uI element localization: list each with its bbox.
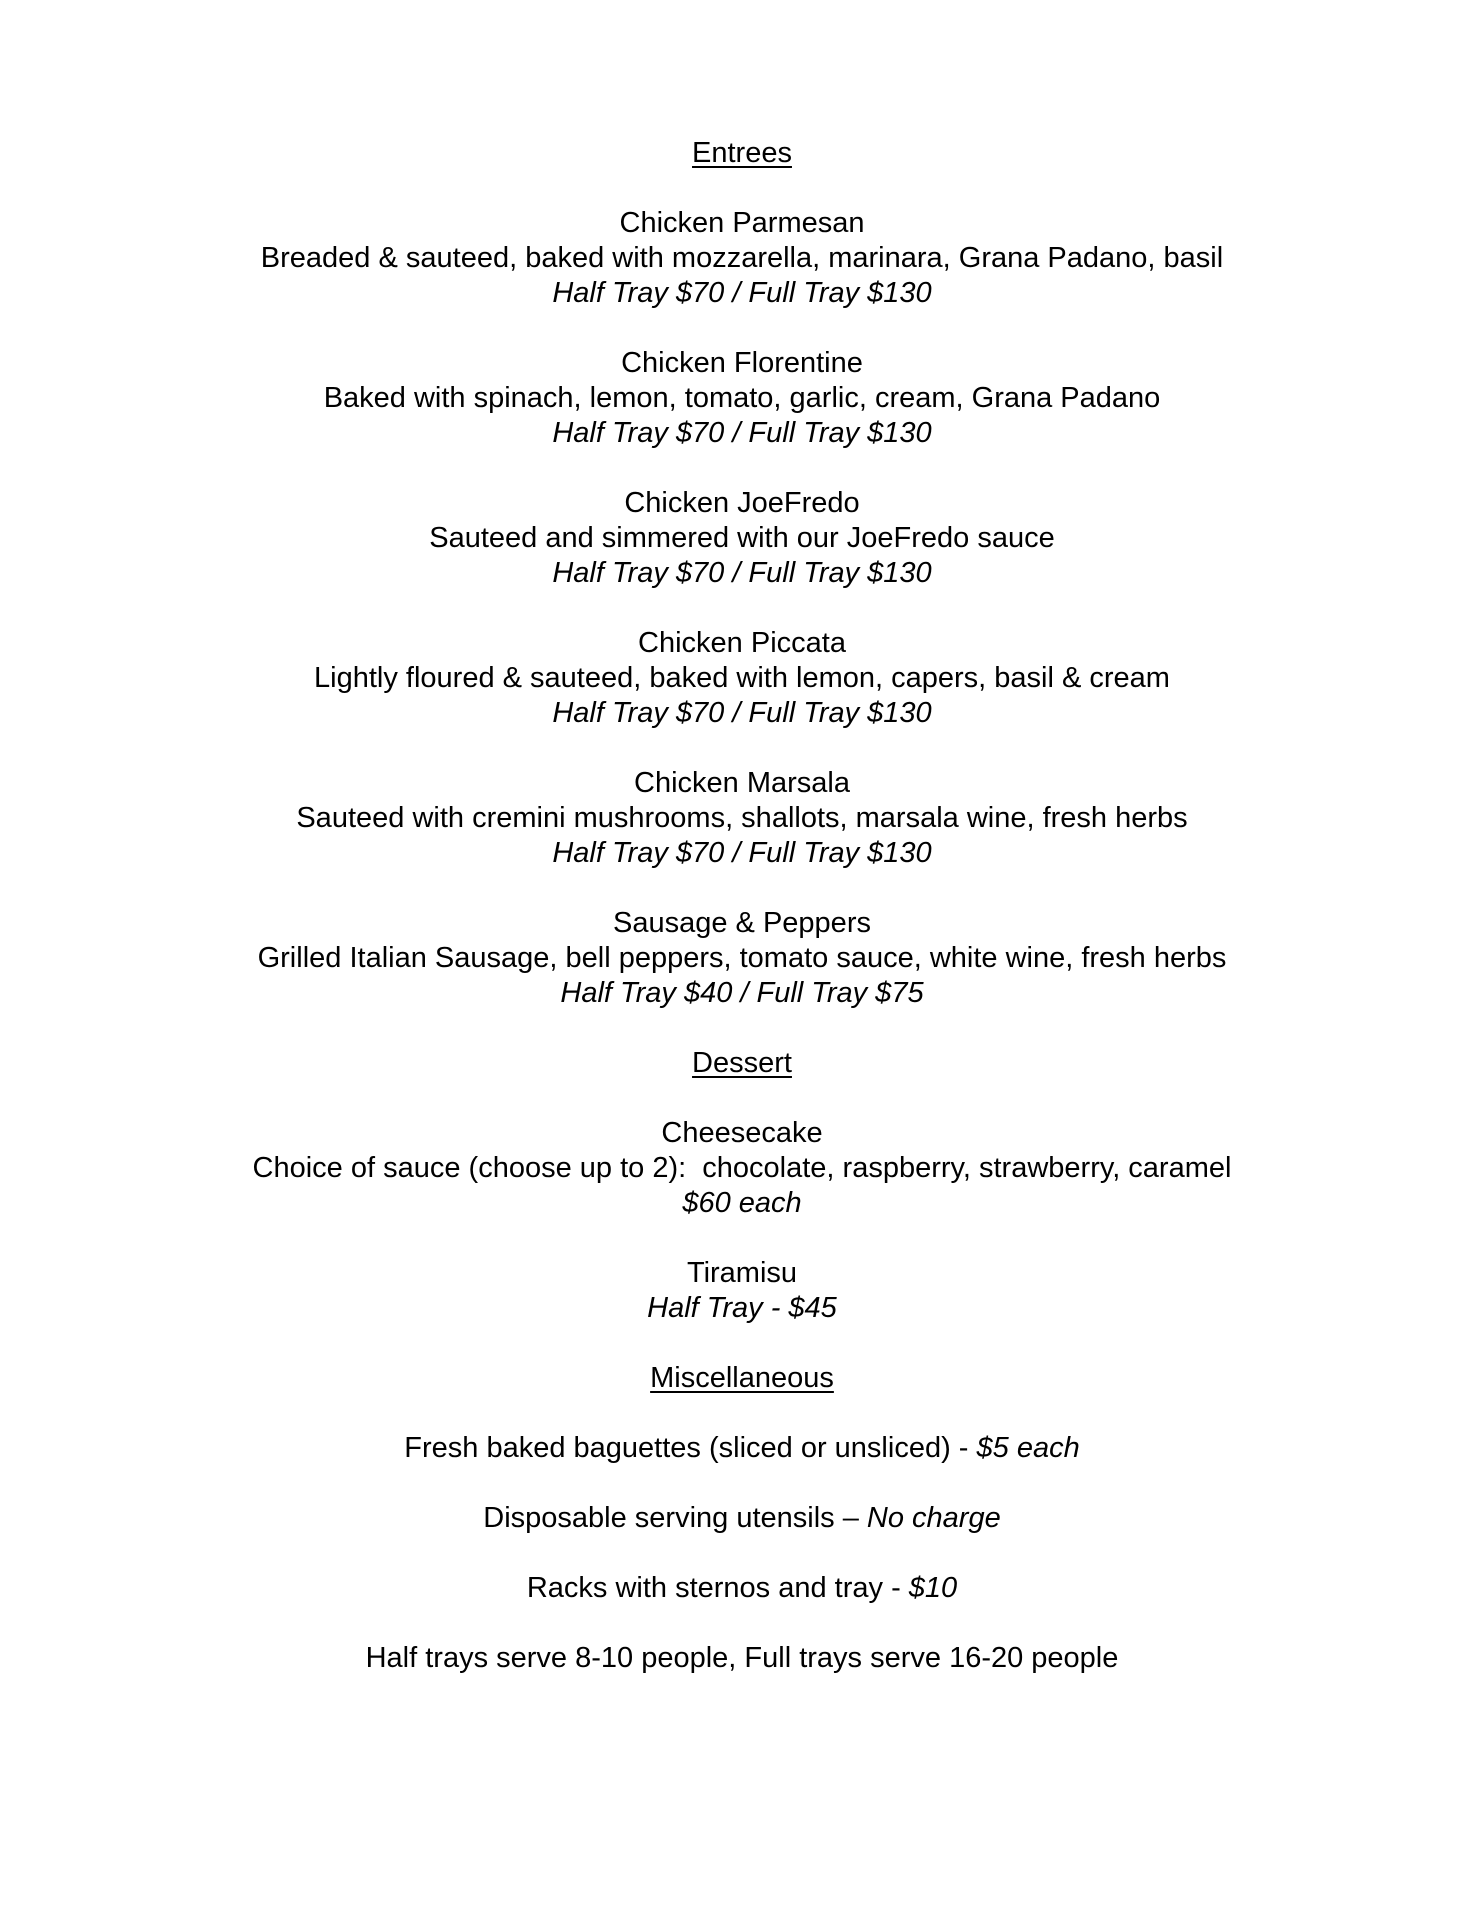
- menu-item-description: Breaded & sauteed, baked with mozzarella, marinara, Grana Padano, basil: [260, 242, 1224, 274]
- blank-line: [0, 171, 1484, 206]
- misc-line-label: Racks with sternos and tray -: [526, 1572, 909, 1604]
- misc-line-label: Fresh baked baguettes (sliced or unsliced) -: [404, 1432, 977, 1464]
- misc-line-price: $5 each: [976, 1432, 1080, 1464]
- misc-line: [0, 1431, 1484, 1466]
- menu-item-name: Tiramisu: [686, 1257, 798, 1289]
- menu-root: [0, 136, 1484, 1641]
- menu-item-description: Choice of sauce (choose up to 2): chocolate, raspberry, strawberry, caramel: [252, 1152, 1232, 1184]
- menu-item-price: Half Tray $70 / Full Tray $130: [552, 697, 932, 729]
- section-heading-entrees: Entrees: [692, 137, 792, 169]
- blank-line: [0, 591, 1484, 626]
- menu-item-price: Half Tray $70 / Full Tray $130: [552, 417, 932, 449]
- menu-item-name: Chicken JoeFredo: [624, 487, 860, 519]
- menu-item-price: Half Tray $70 / Full Tray $130: [552, 837, 932, 869]
- blank-line: [0, 871, 1484, 906]
- menu-item-name: Cheesecake: [661, 1117, 823, 1149]
- misc-line-label: Disposable serving utensils –: [483, 1502, 867, 1534]
- menu-item-name: Chicken Parmesan: [619, 207, 865, 239]
- menu-item-price: Half Tray $40 / Full Tray $75: [560, 977, 924, 1009]
- menu-item-description: Sauteed and simmered with our JoeFredo sauce: [429, 522, 1055, 554]
- menu-item-description: Lightly floured & sauteed, baked with lemon, capers, basil & cream: [314, 662, 1170, 694]
- blank-line: [0, 1536, 1484, 1571]
- blank-line: [0, 311, 1484, 346]
- menu-item-description: Baked with spinach, lemon, tomato, garlic, cream, Grana Padano: [323, 382, 1161, 414]
- blank-line: [0, 1606, 1484, 1641]
- section-heading-miscellaneous: Miscellaneous: [650, 1362, 834, 1394]
- menu-item-description: Sauteed with cremini mushrooms, shallots, marsala wine, fresh herbs: [296, 802, 1188, 834]
- menu-item-name: Chicken Piccata: [638, 627, 846, 659]
- menu-item-price: $60 each: [682, 1187, 802, 1219]
- blank-line: [0, 1081, 1484, 1116]
- blank-line: [0, 1466, 1484, 1501]
- misc-line: [0, 1571, 1484, 1606]
- menu-item-name: Sausage & Peppers: [613, 907, 871, 939]
- menu-item-price: Half Tray $70 / Full Tray $130: [552, 277, 932, 309]
- misc-line: [0, 1501, 1484, 1536]
- blank-line: [0, 451, 1484, 486]
- menu-item-price: Half Tray $70 / Full Tray $130: [552, 557, 932, 589]
- blank-line: [0, 1326, 1484, 1361]
- misc-line-price: $10: [908, 1572, 958, 1604]
- menu-item-description: Grilled Italian Sausage, bell peppers, tomato sauce, white wine, fresh herbs: [257, 942, 1227, 974]
- menu-item-name: Chicken Marsala: [634, 767, 850, 799]
- blank-line: [0, 1221, 1484, 1256]
- blank-line: [0, 731, 1484, 766]
- blank-line: [0, 1011, 1484, 1046]
- misc-line-price: No charge: [866, 1502, 1001, 1534]
- section-heading-dessert: Dessert: [692, 1047, 792, 1079]
- menu-item-name: Chicken Florentine: [621, 347, 863, 379]
- blank-line: [0, 1396, 1484, 1431]
- serving-footnote: Half trays serve 8-10 people, Full trays serve 16-20 people: [365, 1642, 1119, 1674]
- menu-item-price: Half Tray - $45: [647, 1292, 837, 1324]
